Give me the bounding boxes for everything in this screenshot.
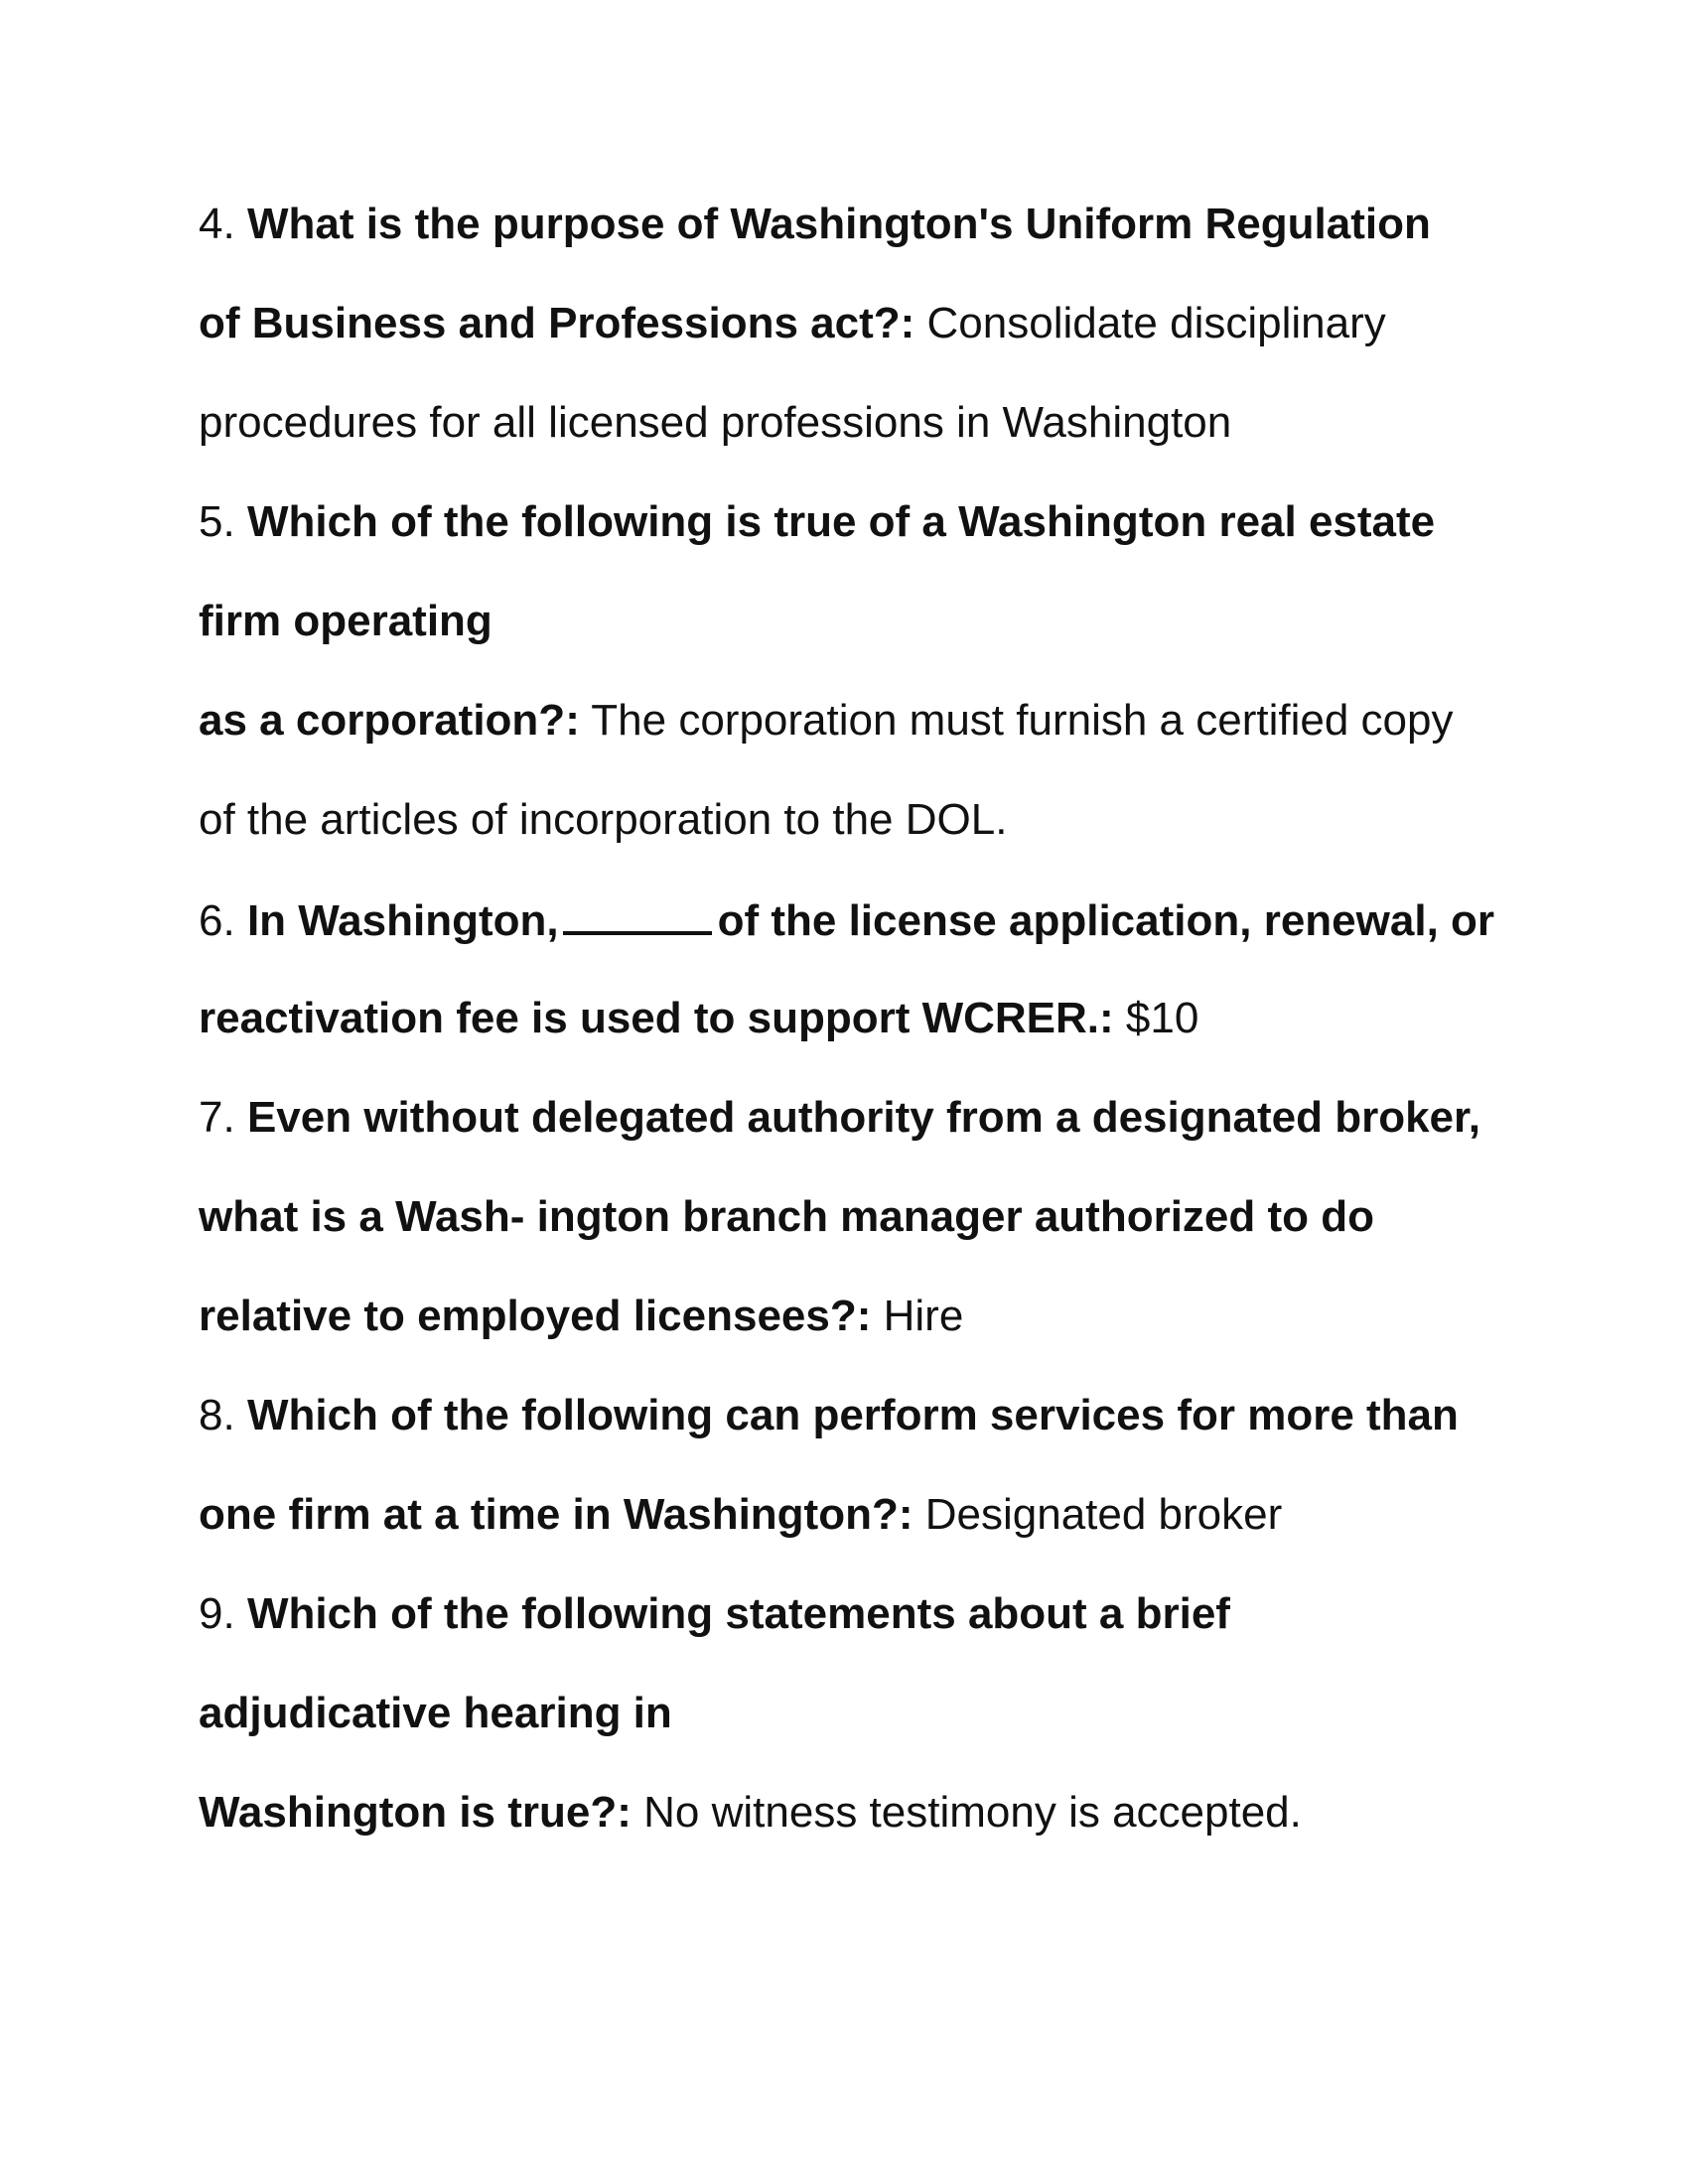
answer-text: The corporation must furnish a certified copy <box>591 696 1454 745</box>
question-text: as a corporation?: <box>199 696 580 745</box>
question-text: one firm at a time in Washington?: <box>199 1490 914 1539</box>
question-text: what is a Wash- ington branch manager authorized to do <box>199 1192 1375 1241</box>
answer-text: Consolidate disciplinary <box>926 299 1386 347</box>
question-7-line-3 <box>199 1292 964 1340</box>
question-5-line-1 <box>199 497 1436 546</box>
question-number: 7. <box>199 1093 235 1142</box>
answer-text: $10 <box>1125 994 1199 1042</box>
question-text: Which of the following can perform services for more than <box>246 1391 1459 1439</box>
question-8-line-1 <box>199 1391 1459 1439</box>
question-7-line-1 <box>199 1093 1480 1142</box>
question-text: relative to employed licensees?: <box>199 1292 872 1340</box>
answer-text: of the articles of incorporation to the DOL. <box>199 795 1008 844</box>
question-number: 8. <box>199 1391 235 1439</box>
question-5-line-4 <box>199 795 1008 844</box>
answer-text: Hire <box>883 1292 964 1340</box>
question-5-line-3 <box>199 696 1454 745</box>
question-text: Even without delegated authority from a designated broker, <box>246 1093 1480 1142</box>
fill-in-blank <box>563 897 712 935</box>
question-text: In Washington, <box>246 896 559 945</box>
question-5-line-2 <box>199 597 492 645</box>
question-4-line-1 <box>199 200 1431 248</box>
question-text: Which of the following statements about a brief <box>246 1589 1230 1638</box>
question-text: Which of the following is true of a Washington real estate <box>246 497 1436 546</box>
question-number: 9. <box>199 1589 235 1638</box>
question-9-line-1 <box>199 1589 1230 1638</box>
question-text: What is the purpose of Washington's Uniform Regulation <box>246 200 1431 248</box>
question-8-line-2 <box>199 1490 1283 1539</box>
question-text: adjudicative hearing in <box>199 1689 672 1737</box>
question-number: 6. <box>199 896 235 945</box>
question-6-line-2 <box>199 994 1199 1042</box>
answer-text: procedures for all licensed professions in Washington <box>199 398 1232 447</box>
question-text: Washington is true?: <box>199 1788 632 1837</box>
question-text: reactivation fee is used to support WCRER.: <box>199 994 1114 1042</box>
question-4-line-2 <box>199 299 1386 347</box>
question-text: firm operating <box>199 597 492 645</box>
question-number: 5. <box>199 497 235 546</box>
question-9-line-2 <box>199 1689 672 1737</box>
question-number: 4. <box>199 200 235 248</box>
question-9-line-3 <box>199 1788 1302 1837</box>
question-text: of Business and Professions act?: <box>199 299 915 347</box>
question-6-line-1 <box>199 897 1494 943</box>
question-text: of the license application, renewal, or <box>717 896 1495 945</box>
question-4-line-3 <box>199 398 1232 447</box>
answer-text: Designated broker <box>924 1490 1283 1539</box>
question-7-line-2 <box>199 1192 1375 1241</box>
answer-text: No witness testimony is accepted. <box>643 1788 1302 1837</box>
